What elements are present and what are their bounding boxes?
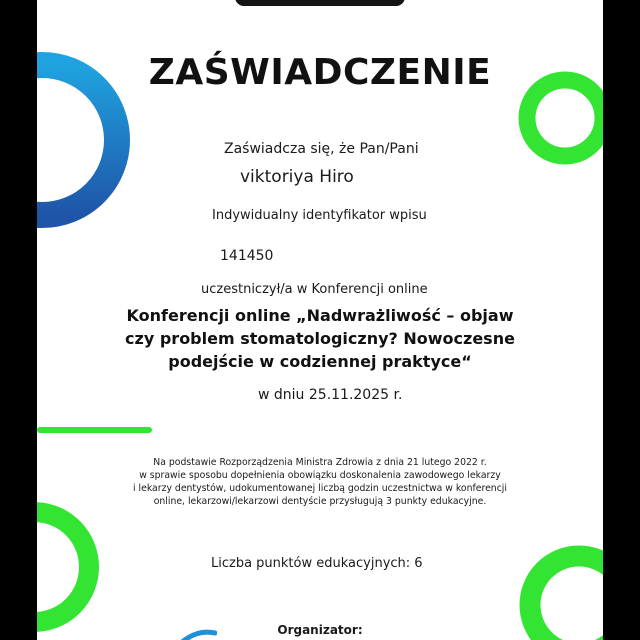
green-ring-decoration-left [37, 500, 102, 635]
legal-notice [37, 456, 603, 508]
conference-title-line: podejście w codziennej praktyce“ [168, 352, 472, 371]
legal-line: w sprawie sposobu dopełnienia obowiązku doskonalenia zawodowego lekarzy [139, 470, 501, 481]
attest-line: Zaświadcza się, że Pan/Pani [224, 141, 419, 157]
conference-title [37, 304, 603, 373]
conference-title-line: Konferencji online „Nadwrażliwość – objaw [126, 306, 514, 325]
organizer-label: Organizator: [277, 623, 363, 637]
legal-line: Na podstawie Rozporządzenia Ministra Zdrowia z dnia 21 lutego 2022 r. [153, 457, 487, 468]
conference-title-line: czy problem stomatologiczny? Nowoczesne [125, 329, 515, 348]
top-tab-decoration [235, 0, 405, 6]
legal-line: online, lekarzowi/lekarzowi dentyście przysługują 3 punkty edukacyjne. [153, 496, 487, 507]
legal-line: i lekarzy dentystów, udokumentowanej liczbą godzin uczestnictwa w konferencji [133, 483, 507, 494]
green-bar-decoration [37, 427, 152, 433]
identifier-label: Indywidualny identyfikator wpisu [212, 208, 427, 223]
participation-line: uczestniczył/a w Konferencji online [201, 282, 428, 297]
education-points: Liczba punktów edukacyjnych: 6 [211, 556, 423, 571]
date-line: w dniu 25.11.2025 r. [258, 387, 403, 403]
certificate-page [37, 0, 603, 640]
identifier-value: 141450 [220, 248, 274, 264]
certificate-title: ZAŚWIADCZENIE [148, 52, 492, 93]
participant-name: viktoriya Hiro [240, 167, 354, 187]
